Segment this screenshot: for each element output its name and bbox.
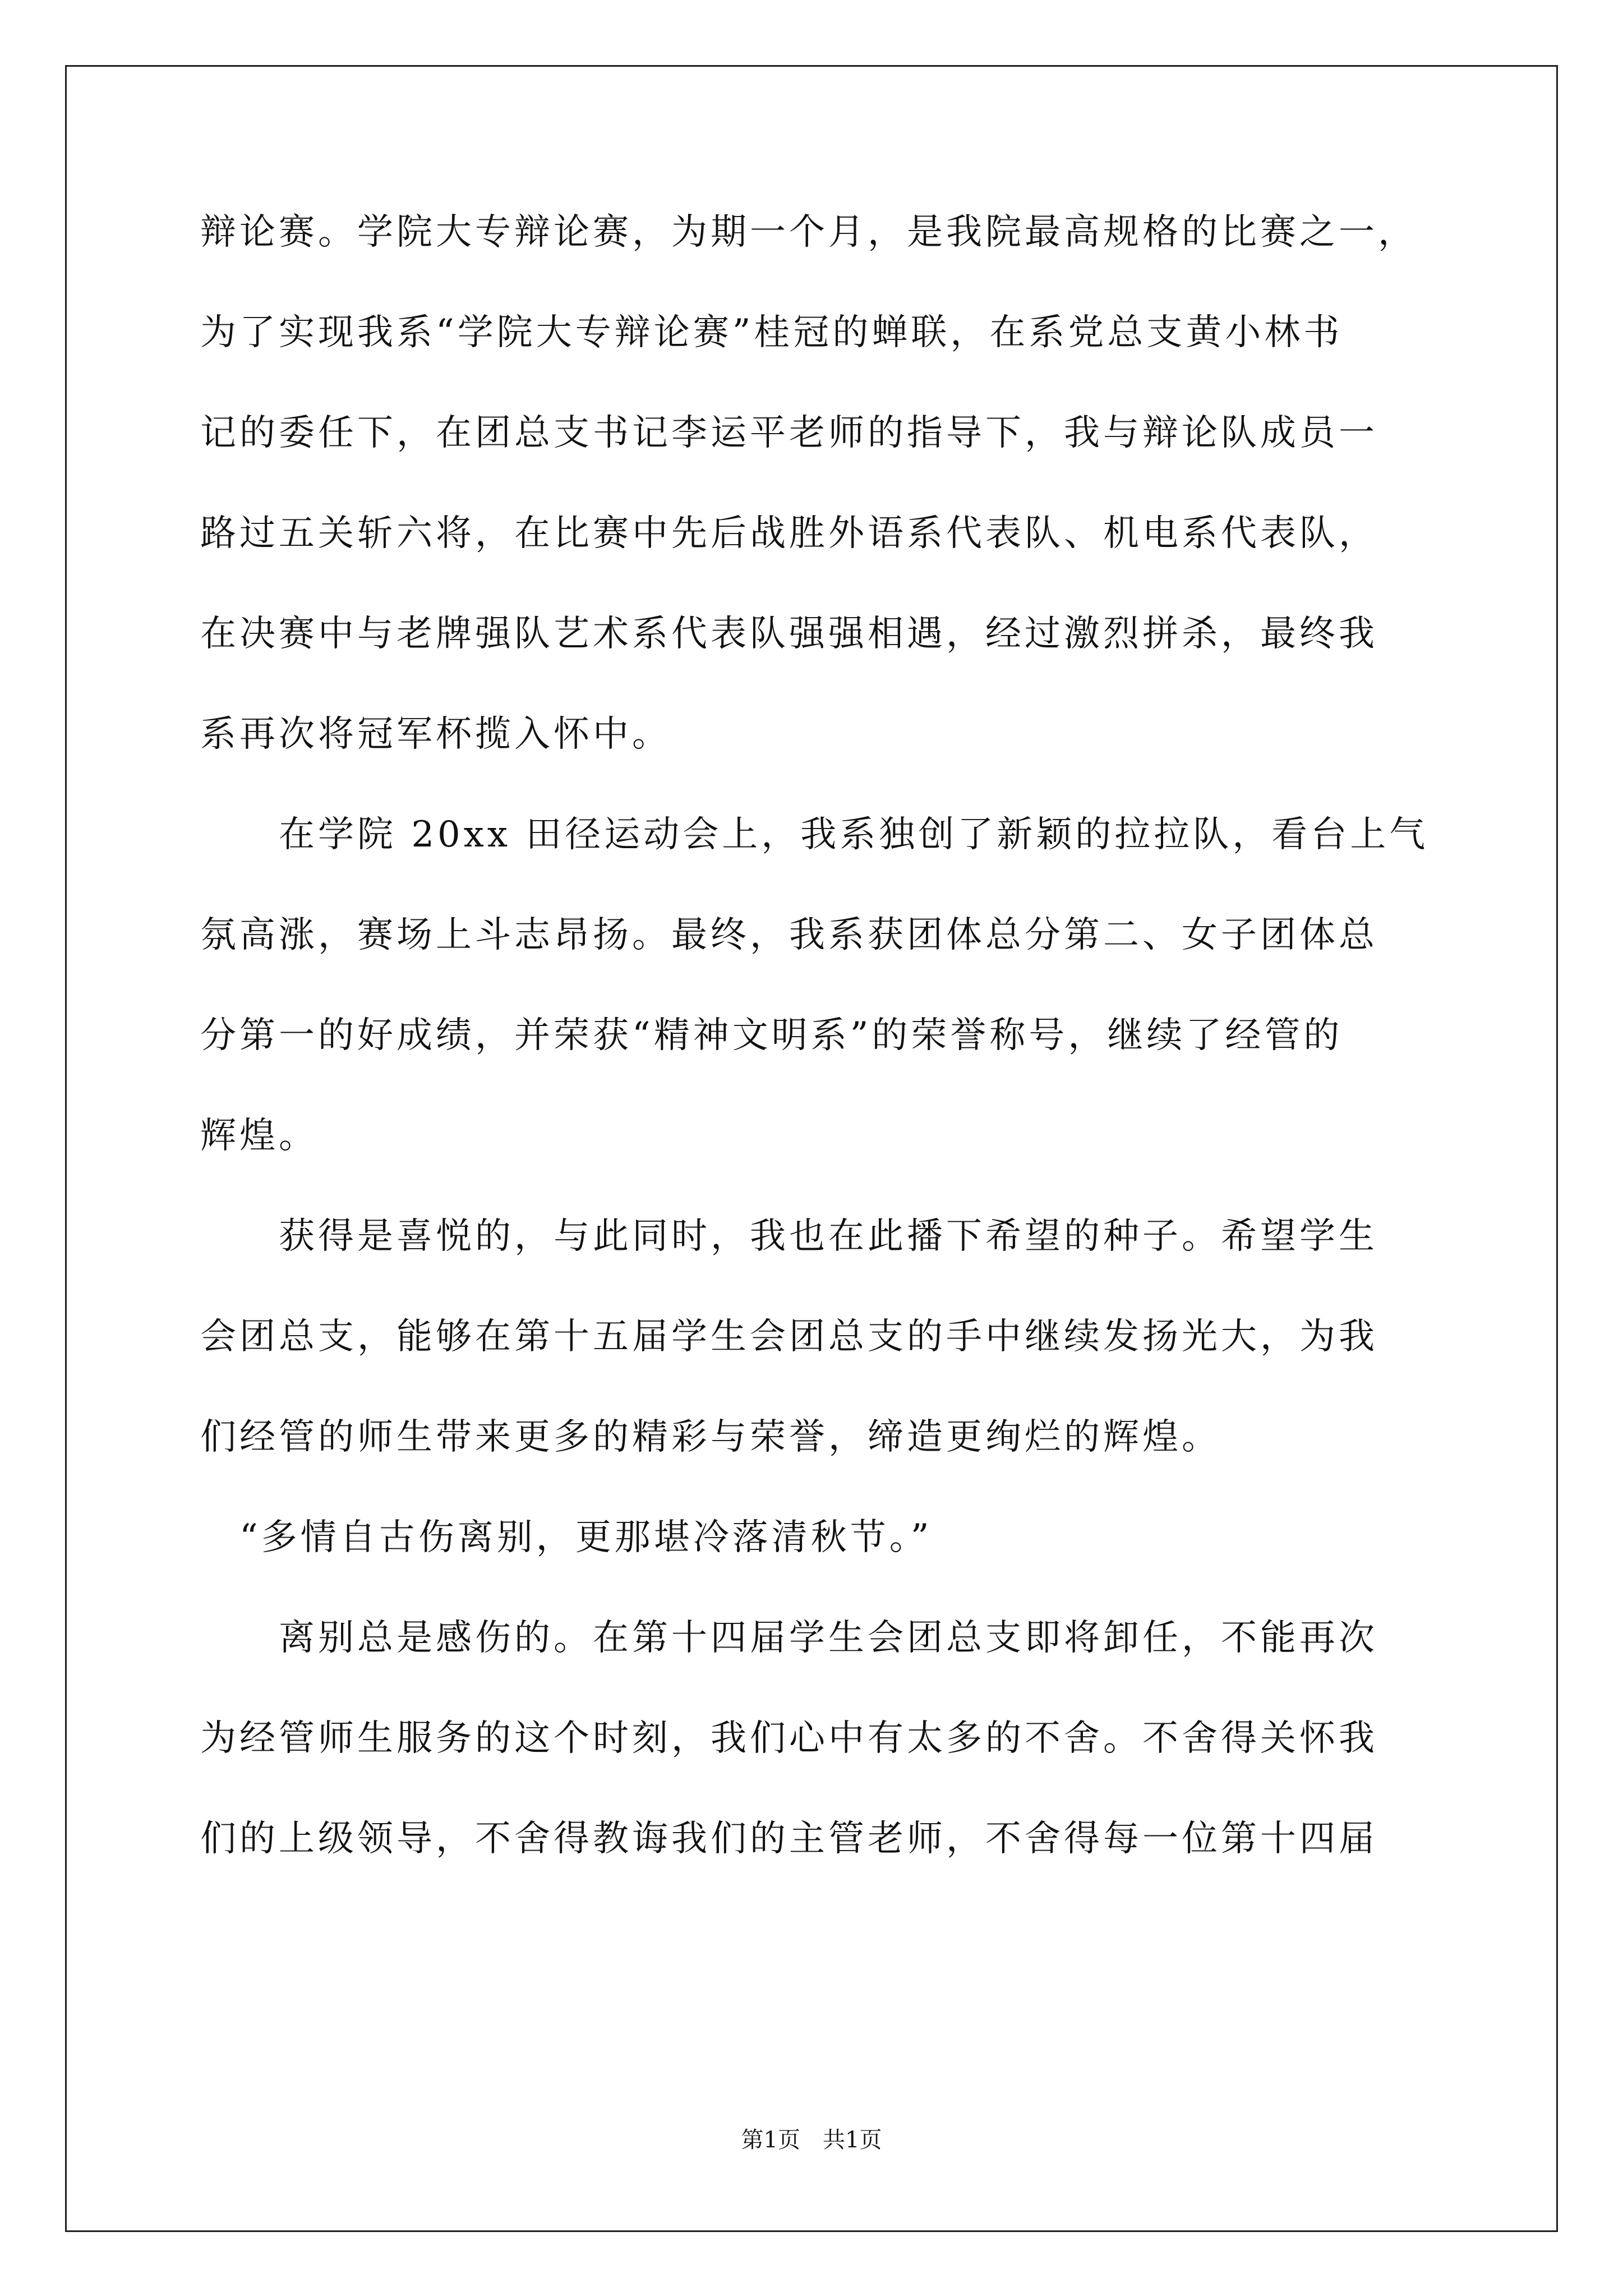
text-line-4: 路过五关斩六将，在比赛中先后战胜外语系代表队、机电系代表队， [200, 513, 1378, 554]
text-line-17: 们的上级领导，不舍得教诲我们的主管老师，不舍得每一位第十四届 [200, 1818, 1378, 1860]
text-line-12: 会团总支，能够在第十五届学生会团总支的手中继续发扬光大，为我 [200, 1316, 1378, 1358]
text-line-8: 氛高涨，赛场上斗志昂扬。最终，我系获团体总分第二、女子团体总 [200, 914, 1378, 956]
text-line-1: 辩论赛。学院大专辩论赛，为期一个月，是我院最高规格的比赛之一， [200, 211, 1417, 253]
text-line-14: “多情自古伤离别，更那堪冷落清秋节。” [200, 1517, 933, 1558]
text-line-11: 获得是喜悦的，与此同时，我也在此播下希望的种子。希望学生 [200, 1216, 1378, 1257]
page-footer: 第1页 共1页 [741, 2127, 882, 2153]
text-line-6: 系再次将冠军杯揽入怀中。 [200, 714, 671, 755]
text-line-16: 为经管师生服务的这个时刻，我们心中有太多的不舍。不舍得关怀我 [200, 1718, 1378, 1759]
text-line-15: 离别总是感伤的。在第十四届学生会团总支即将卸任，不能再次 [200, 1617, 1378, 1659]
text-line-10: 辉煌。 [200, 1115, 318, 1157]
text-line-13: 们经管的师生带来更多的精彩与荣誉，缔造更绚烂的辉煌。 [200, 1416, 1221, 1458]
text-line-9: 分第一的好成绩，并荣获“精神文明系”的荣誉称号，继续了经管的 [200, 1015, 1343, 1056]
text-line-2: 为了实现我系“学院大专辩论赛”桂冠的蝉联，在系党总支黄小林书 [200, 312, 1343, 353]
text-line-5: 在决赛中与老牌强队艺术系代表队强强相遇，经过激烈拼杀，最终我 [200, 613, 1378, 655]
text-line-3: 记的委任下，在团总支书记李运平老师的指导下，我与辩论队成员一 [200, 412, 1378, 454]
text-line-7: 在学院 20xx 田径运动会上，我系独创了新颖的拉拉队，看台上气 [200, 814, 1429, 855]
